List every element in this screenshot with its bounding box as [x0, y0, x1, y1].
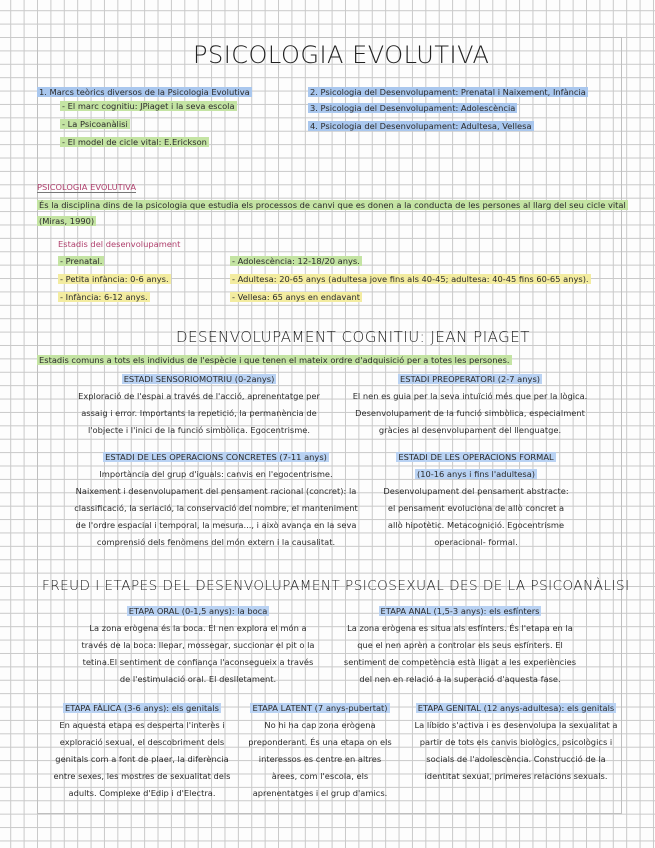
piaget-title: DESENVOLUPAMENT COGNITIU: JEAN PIAGET: [176, 328, 530, 346]
stage-prenatal: - Prenatal.: [60, 256, 103, 266]
latent-line-2: preponderant. És una etapa on els: [248, 737, 392, 747]
formal-line-4: operacional- formal.: [434, 537, 518, 547]
oral-line-3: tetina.El sentiment de confiança l'aconsegueix a través: [82, 657, 314, 667]
formal-line-1: Desenvolupament del pensament abstracte:: [383, 486, 569, 496]
preop-line-1: El nen es guia per la seva intuïció més que per la lògica.: [352, 391, 588, 401]
formal-line-2: el pensament evoluciona de allò concret a: [387, 503, 565, 513]
genital-line-4: identitat sexual, primeres relacions sexuals.: [424, 771, 608, 781]
estadi-concretes-title: ESTADI DE LES OPERACIONS CONCRETES (7-11 anys): [105, 452, 327, 462]
anal-line-1: La zona erògena es situa als esfínters. És l'etapa en la: [347, 623, 573, 633]
falica-line-5: adults. Complexe d'Edip i d'Electra.: [68, 788, 216, 798]
stage-petita-infancia: - Petita infància: 0-6 anys.: [60, 274, 169, 284]
genital-line-2: partir de tots els canvis biològics, psicològics i: [419, 737, 613, 747]
latent-line-3: interessos es centre en altres: [258, 754, 382, 764]
latent-line-5: aprenentatges i el grup d'amics.: [252, 788, 388, 798]
stages-heading: Estadis del desenvolupament: [58, 239, 181, 249]
piaget-intro: Estadis comuns a tots els individus de l'espècie i que tenen el mateix ordre d'adquisició per a totes les persones.: [39, 355, 510, 365]
estadi-formal-title: ESTADI DE LES OPERACIONS FORMAL: [398, 452, 554, 462]
preop-line-2: Desenvolupament de la funció simbòlica, especialment: [355, 408, 585, 418]
concretes-line-4: de l'ordre espacial i temporal, la mesura..., i això avança en la seva: [75, 520, 357, 530]
definition-line-1: És la disciplina dins de la psicologia que estudia els processos de canvi que es donen a la conducta de les persones al llarg del seu cicle vital: [39, 200, 626, 210]
index-subitem-piaget: - El marc cognitiu: JPiaget i la seva escola: [62, 101, 235, 111]
latent-line-1: No hi ha cap zona erògena: [264, 720, 376, 730]
stage-adolescencia: - Adolescència: 12-18/20 anys.: [232, 256, 360, 266]
oral-line-2: través de la boca: llepar, mossegar, succionar el pit o la: [81, 640, 315, 650]
etapa-genital-title: ETAPA GENITAL (12 anys-adultesa): els genitals: [417, 703, 615, 713]
stage-adultesa: - Adultesa: 20-65 anys (adultesa jove fins als 40-45; adultesa: 40-45 fins 60-65 anys).: [232, 274, 589, 284]
formal-line-3: allò hipotètic. Metacognició. Egocentrisme: [387, 520, 565, 530]
estadi-preoperatori-title: ESTADI PREOPERATORI (2-7 anys): [399, 374, 540, 384]
oral-line-1: La zona erògena és la boca. El nen explora el món a: [89, 623, 307, 633]
sensori-line-1: Exploració de l'espai a través de l'acció, aprenentatge per: [78, 391, 320, 401]
concretes-line-2: Naixement i desenvolupament del pensament racional (concret): la: [75, 486, 357, 496]
index-subitem-erickson: - El model de cicle vital: E.Erickson: [62, 137, 207, 147]
etapa-oral-title: ETAPA ORAL (0-1,5 anys): la boca: [128, 606, 268, 616]
genital-line-3: socials de l'adolescència. Construcció de la: [426, 754, 606, 764]
index-item-1: 1. Marcs teòrics diversos de la Psicologia Evolutiva: [39, 87, 250, 97]
index-subitem-psicoanalisi: - La Psicoanàlisi: [62, 119, 128, 129]
preop-line-3: gràcies al desenvolupament del llenguatge.: [378, 425, 562, 435]
latent-line-4: àrees, com l'escola, els: [271, 771, 369, 781]
sensori-line-2: assaig i error. Importants la repetició, la permanència de: [81, 408, 317, 418]
etapa-latent-title: ETAPA LATENT (7 anys-pubertat): [252, 703, 388, 713]
stage-vellesa: - Vellesa: 65 anys en endavant: [232, 292, 360, 302]
anal-line-4: del nen en relació a la superació d'aquesta fase.: [359, 674, 561, 684]
sensori-line-3: l'objecte i l'inici de la funció simbòlica. Egocentrisme.: [87, 425, 311, 435]
estadi-sensoriomotriu-title: ESTADI SENSORIOMOTRIU (0-2anys): [123, 374, 275, 384]
stage-infancia: - Infància: 6-12 anys.: [60, 292, 148, 302]
etapa-falica-title: ETAPA FÀLICA (3-6 anys): els genitals: [65, 703, 219, 713]
concretes-line-3: classificació, la seriació, la conservació del nombre, el manteniment: [74, 503, 358, 513]
estadi-formal-subtitle: (10-16 anys i fins l'adultesa): [416, 469, 536, 479]
index-item-2: 2. Psicologia del Desenvolupament: Prenatal i Naixement, Infància: [310, 87, 586, 97]
falica-line-4: entre sexes, les mostres de sexualitat dels: [53, 771, 231, 781]
etapa-anal-title: ETAPA ANAL (1,5-3 anys): els esfínters: [380, 606, 540, 616]
definition-line-2: (Miras, 1990): [39, 216, 95, 226]
freud-title: FREUD I ETAPES DEL DESENVOLUPAMENT PSICOSEXUAL DES DE LA PSICOANÀLISI: [42, 578, 630, 594]
anal-line-2: que el nen aprèn a controlar els seus esfínters. El: [357, 640, 563, 650]
index-item-3: 3. Psicologia del Desenvolupament: Adolescència: [310, 103, 516, 113]
oral-line-4: de l'estimulació oral. El deslletament.: [119, 674, 277, 684]
page-title: PSICOLOGIA EVOLUTIVA: [193, 41, 490, 69]
falica-line-2: exploració sexual, el descobriment dels: [59, 737, 225, 747]
concretes-line-5: comprensió dels fenòmens del món extern i la causalitat.: [96, 537, 336, 547]
concretes-line-1: Importància del grup d'iguals: canvis en l'egocentrisme.: [99, 469, 333, 479]
genital-line-1: La líbido s'activa i es desenvolupa la sexualitat a: [414, 720, 618, 730]
falica-line-1: En aquesta etapa es desperta l'interès i: [59, 720, 225, 730]
definition-heading: PSICOLOGIA EVOLUTIVA: [37, 182, 137, 192]
falica-line-3: genitals com a font de plaer, la diferència: [55, 754, 229, 764]
index-item-4: 4. Psicologia del Desenvolupament: Adultesa, Vellesa: [310, 121, 532, 131]
anal-line-3: sentiment de competència està lligat a les experiències: [343, 657, 577, 667]
